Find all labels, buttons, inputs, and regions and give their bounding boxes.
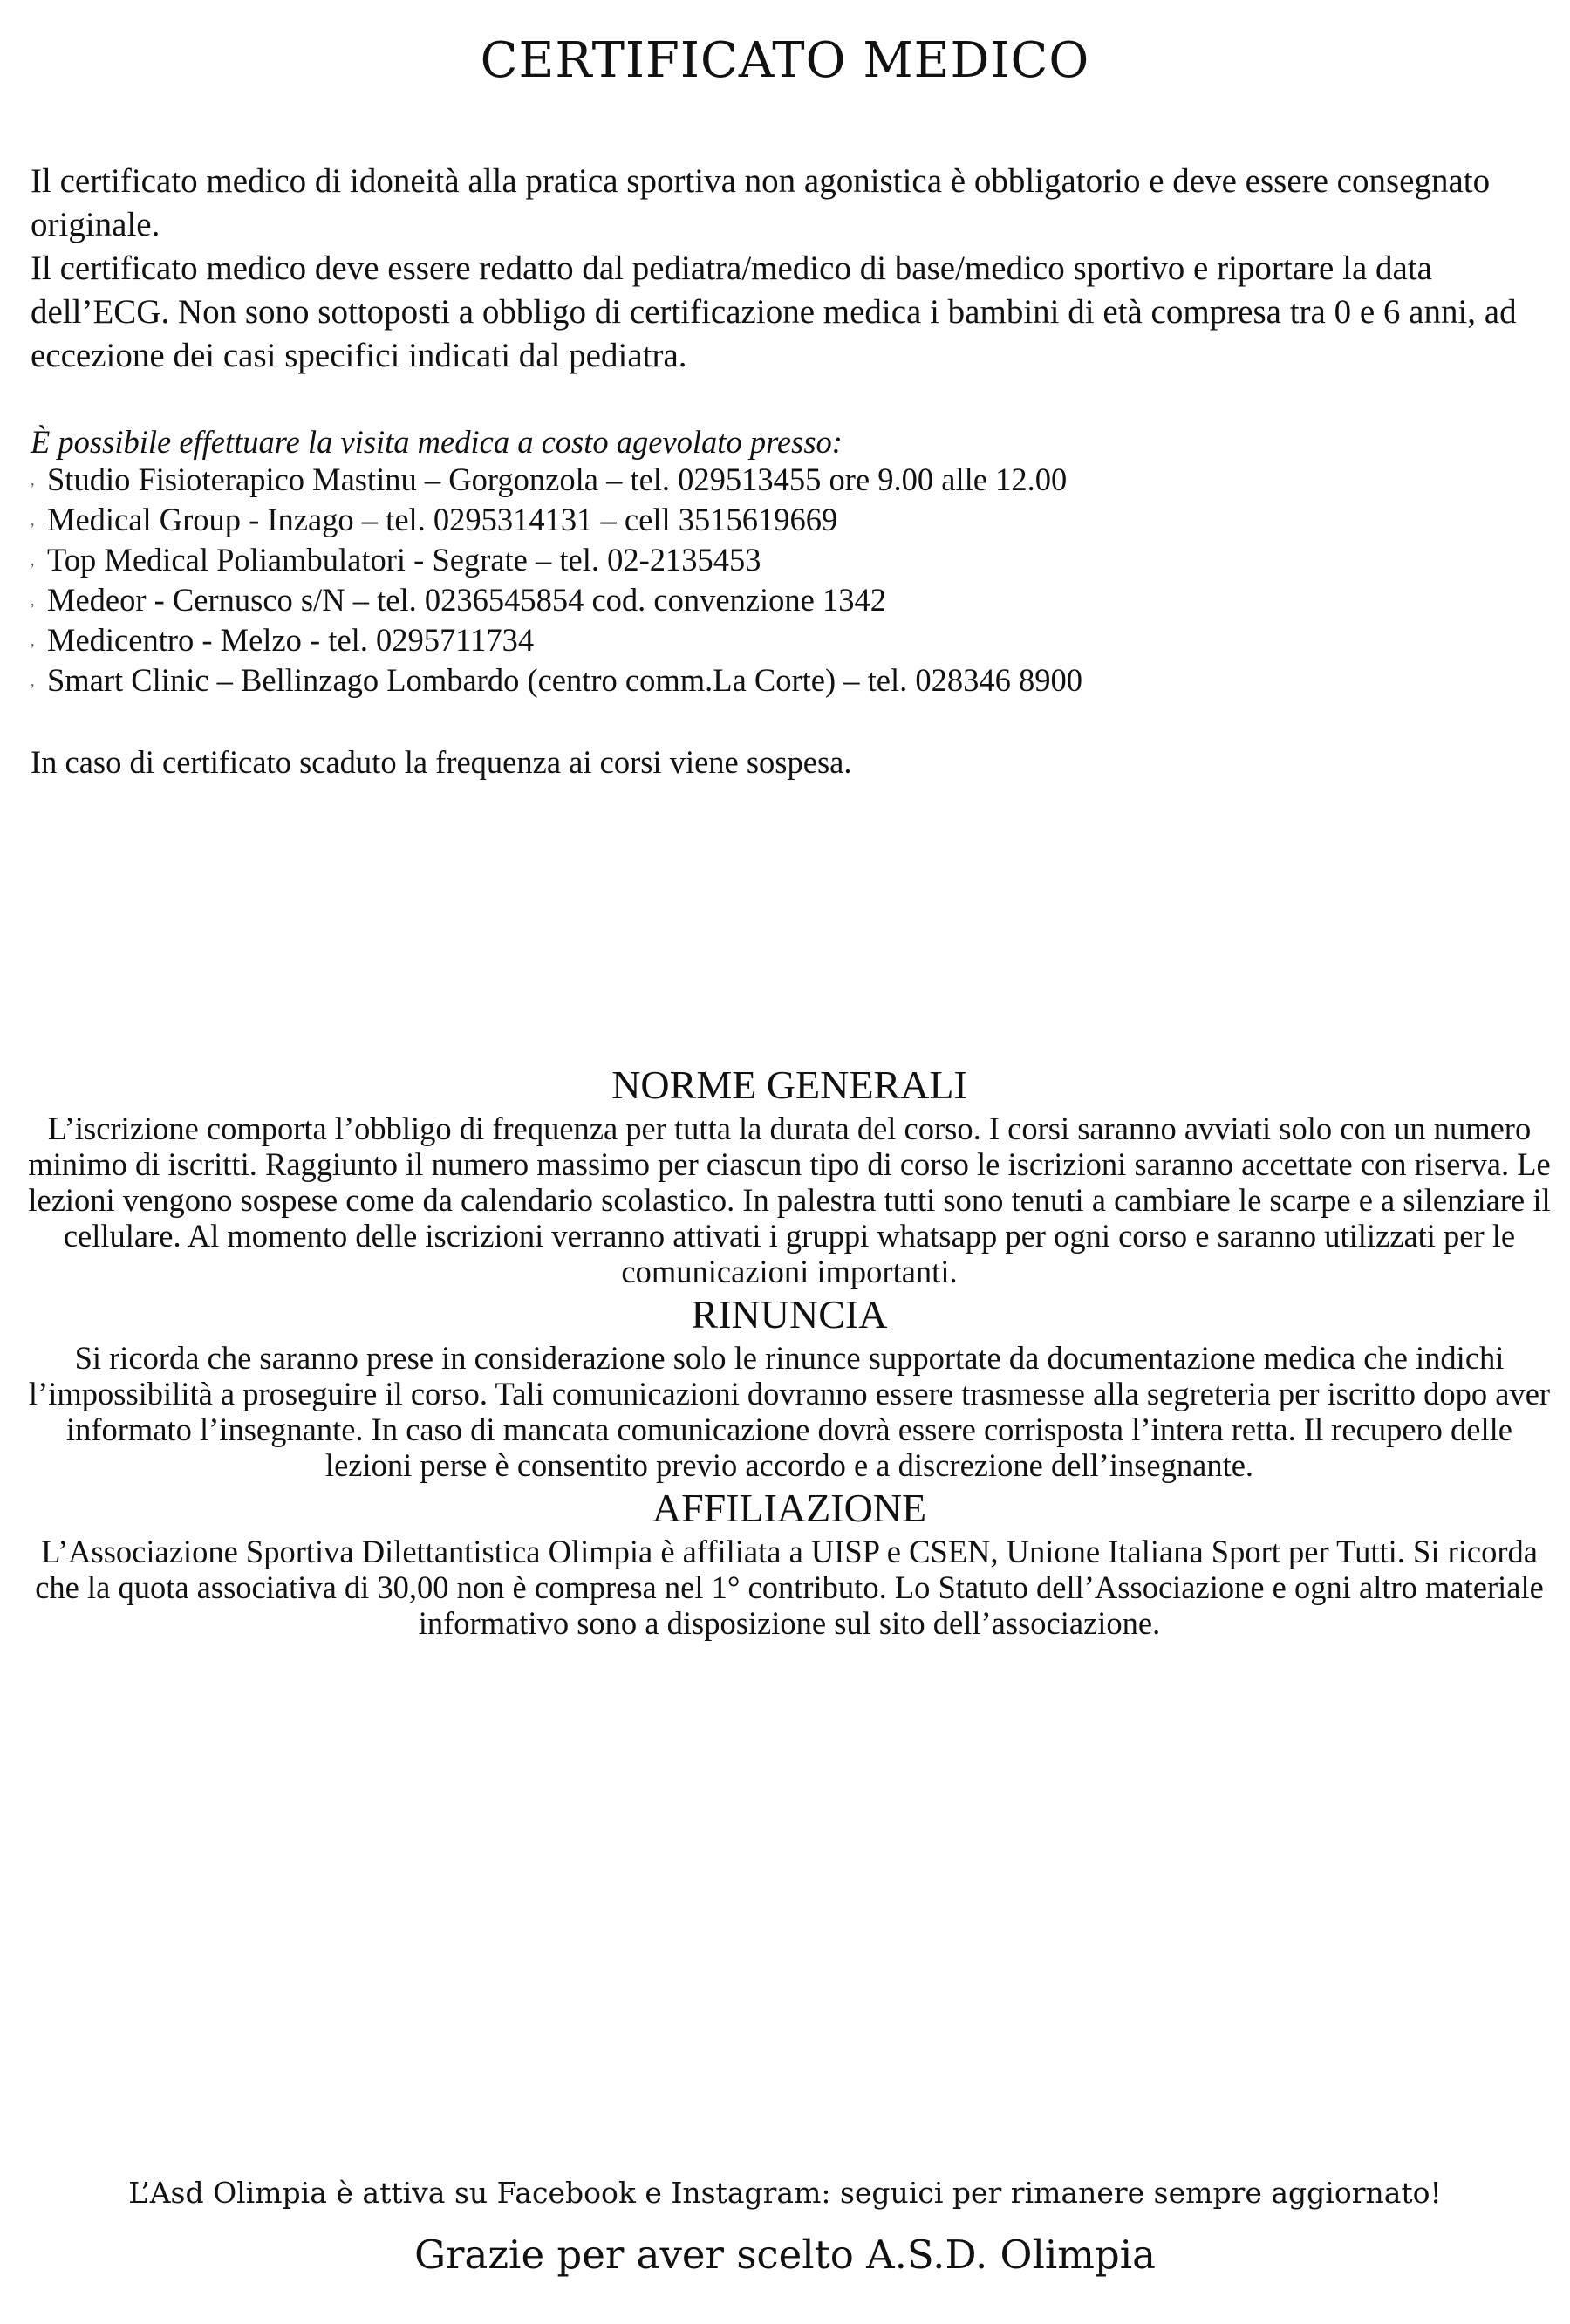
rules-section (26, 1060, 1553, 1641)
clinic-list (31, 460, 1548, 701)
clinic-text: Smart Clinic – Bellinzago Lombardo (centro comm.La Corte) – tel. 028346 8900 (47, 662, 1082, 698)
clinic-text: Medicentro - Melzo - tel. 0295711734 (47, 622, 535, 658)
clinic-text: Medeor - Cernusco s/N – tel. 0236545854 cod. convenzione 1342 (47, 582, 886, 618)
bullet-icon: , (31, 471, 35, 489)
clinic-item (31, 660, 1548, 701)
bullet-icon: , (31, 672, 35, 689)
bullet-icon: , (31, 632, 35, 649)
clinic-item (31, 540, 1548, 580)
clinic-item (31, 580, 1548, 620)
affiliation-text: L’Associazione Sportiva Dilettantistica Olimpia è affiliata a UISP e CSEN, Unione Italiana Sport per Tutti. Si ricorda che la quota associativa di 30,00 non è compresa nel 1° contributo. Lo Statuto dell’Associazione e ogni altro materiale informativo sono a disposizione sul sito dell’associazione. (35, 1534, 1544, 1641)
clinic-text: Medical Group - Inzago – tel. 0295314131 – cell 3515619669 (47, 502, 838, 537)
affiliation-title: AFFILIAZIONE (652, 1486, 927, 1530)
thank-you-message: Grazie per aver scelto A.S.D. Olimpia (414, 2232, 1156, 2278)
general-rules-title: NORME GENERALI (611, 1063, 967, 1107)
clinic-text: Studio Fisioterapico Mastinu – Gorgonzola – tel. 029513455 ore 9.00 alle 12.00 (47, 461, 1068, 497)
expired-certificate-note: In caso di certificato scaduto la frequenza ai corsi viene sospesa. (31, 744, 852, 780)
bullet-icon: , (31, 511, 35, 529)
bullet-icon: , (31, 551, 35, 569)
certificate-title: CERTIFICATO MEDICO (480, 32, 1090, 89)
withdrawal-text: Si ricorda che saranno prese in considerazione solo le rinunce supportate da documentazione medica che indichi l’impossibilità a proseguire il corso. Tali comunicazioni dovranno essere trasmesse alla segreteria per iscritto dopo aver informato l’insegnante. In caso di mancata comunicazione dovrà essere corrisposta l’intera retta. Il recupero delle lezioni perse è consentito previo accordo e a discrezione dell’insegnante. (28, 1340, 1551, 1483)
medical-visit-heading: È possibile effettuare la visita medica a costo agevolato presso: (31, 424, 843, 460)
clinic-item (31, 460, 1548, 500)
certificate-intro (31, 160, 1548, 378)
certificate-paragraph-original: Il certificato medico di idoneità alla pratica sportiva non agonistica è obbligatorio e deve essere consegnato originale. (31, 162, 1491, 243)
clinic-item (31, 500, 1548, 540)
social-media-note: L’Asd Olimpia è attiva su Facebook e Instagram: seguici per rimanere sempre aggiornato! (128, 2176, 1442, 2210)
certificate-paragraph-requirements: Il certificato medico deve essere redatto dal pediatra/medico di base/medico sportivo e riportare la data dell’ECG. Non sono sottoposti a obbligo di certificazione medica i bambini di età compresa tra 0 e 6 anni, ad eccezione dei casi specifici indicati dal pediatra. (31, 249, 1517, 374)
clinic-item (31, 620, 1548, 660)
withdrawal-title: RINUNCIA (691, 1292, 888, 1336)
general-rules-text: L’iscrizione comporta l’obbligo di frequenza per tutta la durata del corso. I corsi saranno avviati solo con un numero minimo di iscritti. Raggiunto il numero massimo per ciascun tipo di corso le iscrizioni saranno accettate con riserva. Le lezioni vengono sospese come da calendario scolastico. In palestra tutti sono tenuti a cambiare le scarpe e a silenziare il cellulare. Al momento delle iscrizioni verranno attivati i gruppi whatsapp per ogni corso e saranno utilizzati per le comunicazioni importanti. (28, 1111, 1551, 1289)
bullet-icon: , (31, 591, 35, 609)
clinic-text: Top Medical Poliambulatori - Segrate – tel. 02-2135453 (47, 542, 761, 578)
